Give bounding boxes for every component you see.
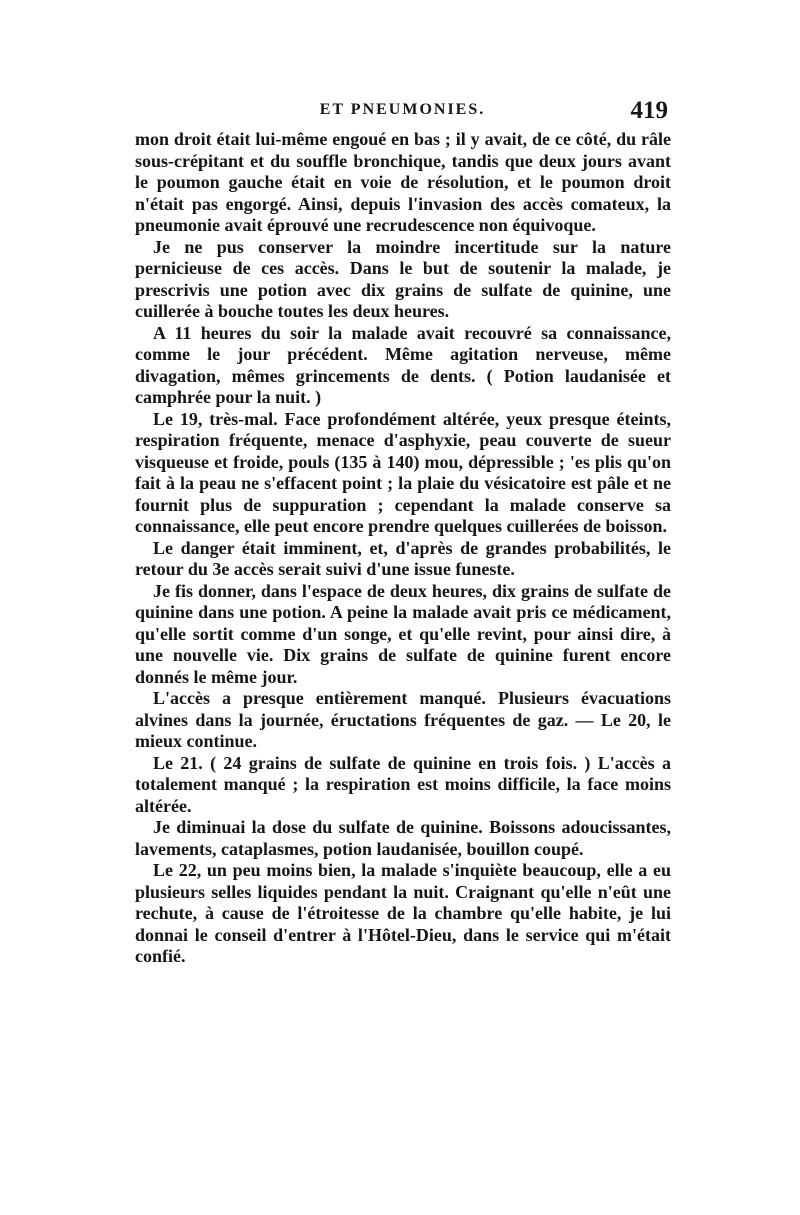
body-text xyxy=(135,129,671,968)
paragraph: Je diminuai la dose du sulfate de quinine. Boissons adoucissantes, lavements, cataplasmes, potion laudanisée, bouillon coupé. xyxy=(135,817,671,859)
paragraph: Je ne pus conserver la moindre incertitude sur la nature pernicieuse de ces accès. Dans le but de soutenir la malade, je prescrivis une potion avec dix grains de sulfate de quinine, une cuillerée à bouche toutes les deux heures. xyxy=(135,236,671,321)
paragraph: Je fis donner, dans l'espace de deux heures, dix grains de sulfate de quinine dans une potion. A peine la malade avait pris ce médicament, qu'elle sortit comme d'un songe, et qu'elle revint, pour ainsi dire, à une nouvelle vie. Dix grains de sulfate de quinine furent encore donnés le même jour. xyxy=(135,580,671,687)
paragraph: Le 21. ( 24 grains de sulfate de quinine en trois fois. ) L'accès a totalement manqué ; la respiration est moins difficile, la face moins altérée. xyxy=(135,752,671,816)
paragraph: L'accès a presque entièrement manqué. Plusieurs évacuations alvines dans la journée, éructations fréquentes de gaz. — Le 20, le mieux continue. xyxy=(135,688,671,751)
paragraph: Le danger était imminent, et, d'après de grandes probabilités, le retour du 3e accès serait suivi d'une issue funeste. xyxy=(135,537,671,579)
paragraph: mon droit était lui-même engoué en bas ; il y avait, de ce côté, du râle sous-crépitant et du souffle bronchique, tandis que deux jours avant le poumon gauche était en voie de résolution, et le poumon droit n'était pas engorgé. Ainsi, depuis l'invasion des accès comateux, la pneumonie avait éprouvé une recrudescence non équivoque. xyxy=(135,129,671,235)
paragraph: Le 22, un peu moins bien, la malade s'inquiète beaucoup, elle a eu plusieurs selles liquides pendant la nuit. Craignant qu'elle n'eût une rechute, à cause de l'étroitesse de la chambre qu'elle habite, je lui donnai le conseil d'entrer à l'Hôtel-Dieu, dans le service qui m'était confié. xyxy=(135,860,671,966)
paragraph: A 11 heures du soir la malade avait recouvré sa connaissance, comme le jour précédent. Même agitation nerveuse, même divagation, mêmes grincements de dents. ( Potion laudanisée et camphrée pour la nuit. ) xyxy=(135,322,671,407)
running-head xyxy=(137,97,668,123)
paragraph: Le 19, très-mal. Face profondément altérée, yeux presque éteints, respiration fréquente, menace d'asphyxie, peau couverte de sueur visqueuse et froide, pouls (135 à 140) mou, dépressible ; 'es plis qu'on fait à la peau ne s'effacent point ; la plaie du vésicatoire est pâle et ne fournit plus de suppuration ; cependant la malade conserve sa connaissance, elle peut encore prendre quelques cuillerées de boisson. xyxy=(135,408,671,536)
running-title: ET PNEUMONIES. xyxy=(319,101,486,118)
page-number: 419 xyxy=(630,97,668,124)
